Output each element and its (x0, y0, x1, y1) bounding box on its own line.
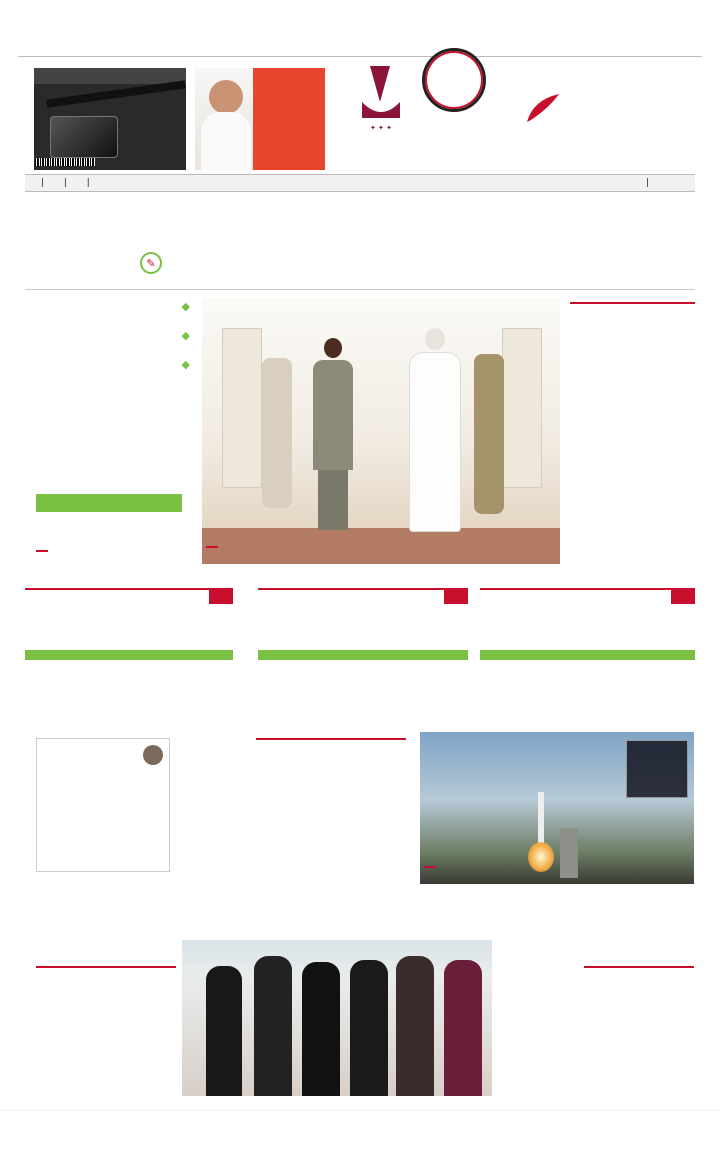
story5-dateline (36, 966, 176, 970)
svg-text:✦ ✦ ✦: ✦ ✦ ✦ (369, 124, 393, 132)
teaser-item[interactable] (480, 588, 695, 662)
story2-body (178, 752, 410, 880)
satellite-page-badge[interactable] (424, 866, 436, 868)
figure-kagame (310, 338, 356, 538)
bullet-item: ◆ (181, 300, 190, 313)
story5-body (36, 990, 176, 1090)
story4-dateline (584, 966, 694, 970)
editorial-page-badge[interactable] (36, 550, 48, 552)
masthead (0, 0, 720, 195)
award-seal (422, 48, 486, 112)
teaser-item[interactable] (25, 588, 233, 662)
main-body (570, 330, 695, 562)
health-photo[interactable] (182, 896, 492, 1096)
bank-ad[interactable] (34, 68, 186, 170)
bullet-item: ◆ (181, 329, 190, 342)
barcode (35, 158, 95, 174)
main-bullets (30, 298, 190, 373)
figure-emir (407, 328, 463, 540)
avatar (143, 745, 163, 765)
editorial-box[interactable] (36, 494, 182, 564)
tweet-card[interactable] (36, 738, 170, 872)
photo-page-badge[interactable] (206, 546, 218, 548)
national-day-emblem (340, 62, 422, 172)
satellite-photo[interactable] (420, 732, 694, 884)
event-ad[interactable] (195, 68, 325, 170)
main-dateline (570, 302, 695, 308)
quill-icon: ✎ (140, 252, 162, 274)
bullet-item: ◆ (181, 358, 190, 371)
logo-feather-icon (523, 92, 563, 126)
story4-body (494, 990, 694, 1090)
teaser-row (25, 588, 695, 662)
teaser-item[interactable] (258, 588, 468, 662)
logo[interactable] (490, 62, 700, 137)
main-photo[interactable] (202, 298, 560, 564)
story2-dateline (256, 738, 406, 742)
issue-ribbon: | | | | (25, 174, 695, 192)
